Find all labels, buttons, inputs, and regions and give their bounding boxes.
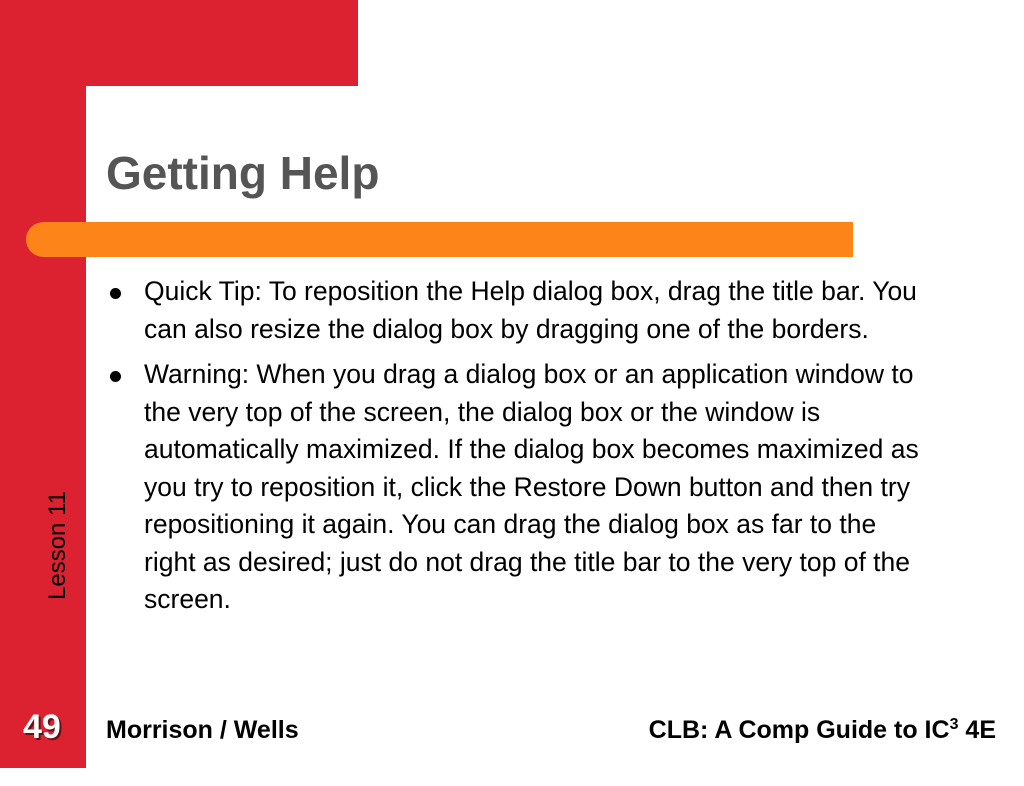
bullet-list xyxy=(144,273,934,627)
bullet-dot-icon xyxy=(110,371,121,382)
title-underline-bar xyxy=(26,222,853,257)
book-title-suffix: 4E xyxy=(958,716,996,744)
page-number: 49 xyxy=(23,708,61,746)
bullet-text: Quick Tip: To reposition the Help dialog box, drag the title bar. You can also resize the dialog box by dragging one of the borders. xyxy=(144,276,917,344)
bullet-text: Warning: When you drag a dialog box or an application window to the very top of the screen, the dialog box or the window is automatically maximized. If the dialog box becomes maximized as you try to reposition it, click the Restore Down button and then try repositioning it again. You can drag the dialog box as far to the right as desired; just do not drag the title bar to the very top of the screen. xyxy=(144,359,919,614)
bullet-item-warning xyxy=(144,356,934,619)
footer-authors: Morrison / Wells xyxy=(106,716,299,744)
left-red-band xyxy=(0,0,86,768)
lesson-label: Lesson 11 xyxy=(44,491,71,600)
bullet-item-quick-tip xyxy=(144,273,934,348)
footer-book-title xyxy=(649,716,996,745)
bullet-dot-icon xyxy=(110,288,121,299)
slide-title: Getting Help xyxy=(106,147,380,199)
top-red-band xyxy=(0,0,358,86)
book-title-superscript: 3 xyxy=(949,716,959,733)
book-title-prefix: CLB: A Comp Guide to IC xyxy=(648,716,950,744)
